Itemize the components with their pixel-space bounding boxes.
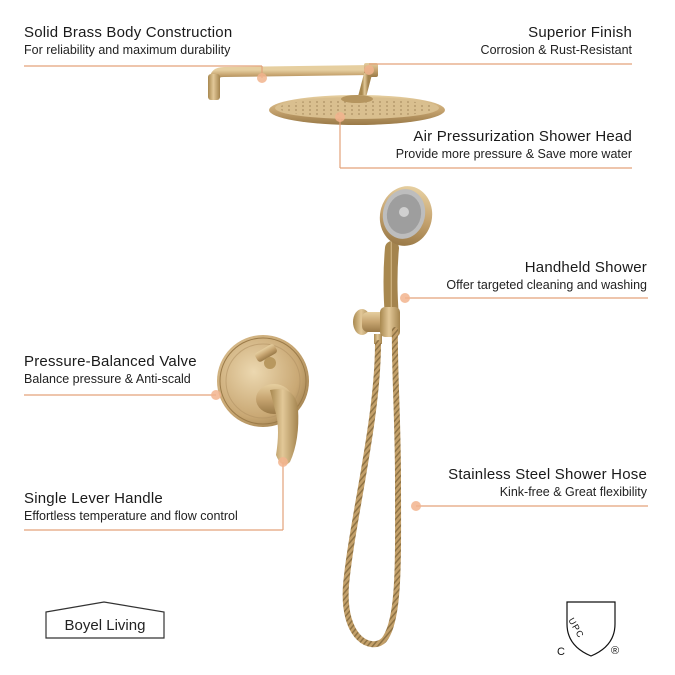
brand-logo [44,600,166,640]
feature-title: Superior Finish [528,24,632,41]
marker-finish [364,65,374,75]
marker-hose [411,501,421,511]
marker-handheld [400,293,410,303]
feature-description: Provide more pressure & Save more water [395,147,632,161]
feature-title: Stainless Steel Shower Hose [448,466,647,483]
feature-description: Kink-free & Great flexibility [499,485,647,499]
feature-brass-body [24,24,232,58]
feature-description: For reliability and maximum durability [24,43,231,57]
marker-lever [278,457,288,467]
certification-mark [555,598,625,662]
feature-description: Offer targeted cleaning and washing [446,278,647,292]
feature-title: Solid Brass Body Construction [24,24,233,41]
marker-brass [257,73,267,83]
feature-title: Single Lever Handle [24,490,163,507]
feature-description: Effortless temperature and flow control [24,509,238,523]
feature-handheld-shower [446,259,647,293]
c-mark: C [557,646,565,658]
feature-title: Handheld Shower [524,259,647,276]
feature-pressure-balanced-valve [24,353,197,387]
feature-description: Balance pressure & Anti-scald [24,372,191,386]
feature-description: Corrosion & Rust-Resistant [480,43,632,57]
feature-superior-finish [481,24,632,58]
brand-name: Boyel Living [64,617,146,634]
feature-title: Air Pressurization Shower Head [413,128,632,145]
marker-head [335,112,345,122]
registered-mark: ® [611,645,620,657]
feature-stainless-hose [448,466,647,500]
marker-valve [211,390,221,400]
feature-single-lever-handle [24,490,238,524]
feature-title: Pressure-Balanced Valve [24,353,197,370]
upc-mark: UPC [566,616,587,641]
feature-air-pressurization-head [396,128,632,162]
